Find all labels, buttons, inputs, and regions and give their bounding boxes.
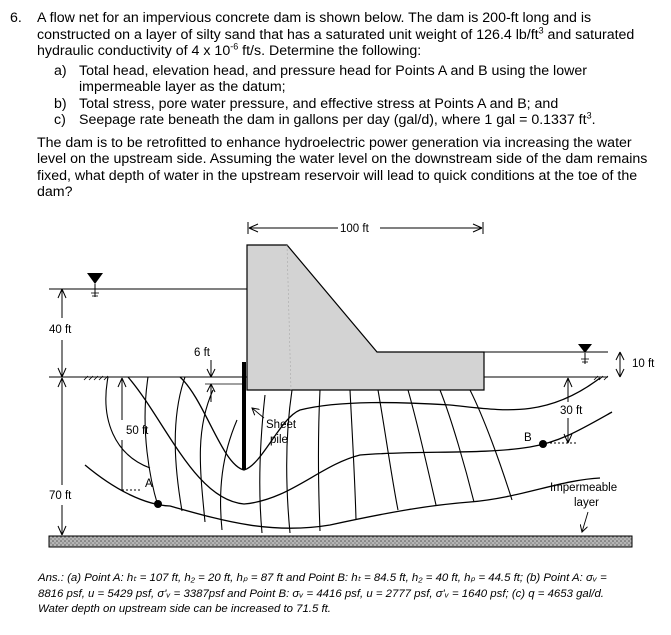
dimension-70ft — [49, 378, 72, 535]
impermeable-label-2: layer — [574, 497, 599, 509]
downstream-water — [484, 344, 608, 364]
sheet-pile-label-1: Sheet — [266, 419, 297, 431]
impermeable-label-1: Impermeable — [550, 482, 618, 494]
impermeable-layer — [49, 536, 632, 547]
point-b-marker — [539, 440, 547, 448]
point-a-marker — [154, 500, 162, 508]
dimension-50ft — [118, 378, 149, 490]
problem-intro: A flow net for an impervious concrete dam is shown below. The dam is 200-ft long and is constructed on a layer of silty sand that has a saturated unit weight of 126.4 $lb/ft^3$ and saturated hydraulic conductivity of 4 x $10^{-6}$ ft/s. Determine the following: — [37, 10, 635, 59]
question-part-b: b) Total stress, pore water pressure, and effective stress at Points A and B; and — [54, 95, 559, 112]
upstream-water — [49, 273, 247, 297]
problem-number: 6. — [10, 10, 22, 26]
concrete-dam — [247, 245, 484, 390]
dimension-100ft — [248, 222, 483, 235]
dimension-40ft — [49, 289, 72, 377]
point-b-label: B — [524, 432, 532, 444]
label-100ft: 100 ft — [340, 223, 369, 235]
label-6ft: 6 ft — [194, 347, 210, 359]
label-40ft: 40 ft — [49, 324, 72, 336]
flow-line-3 — [85, 465, 600, 528]
equipotential-lines — [106, 377, 512, 533]
sheet-pile-label-2: pile — [270, 434, 288, 446]
retrofit-question: The dam is to be retrofitted to enhance hydroelectric power generation via increasing the water level on the upstream side. Assuming the water level on the downstream side of the dam remains fixed, what depth of water in the upstream reservoir will lead to quick conditions at the toe of the dam? — [37, 134, 648, 200]
dimension-30ft — [546, 378, 583, 443]
label-10ft: 10 ft — [632, 358, 655, 370]
label-30ft: 30 ft — [560, 405, 583, 417]
flow-lines — [85, 377, 612, 528]
answer-text: Ans.: (a) Point A: hₜ = 107 ft, h₂ = 20 ft, hₚ = 87 ft and Point B: hₜ = 84.5 ft, h₂ = 40 ft, hₚ = 44.5 ft; (b) Point A: σᵥ = 8816 psf, u = 5429 psf, σ'ᵥ = 3387psf and Point B: σᵥ = 4416 psf, u = 2777 psf, σ'ᵥ = 1640 psf; (c) q = 4653 gal/d. Water depth on upstream side can be increased to 71.5 ft. — [38, 572, 607, 615]
dimension-6ft — [194, 347, 243, 402]
question-part-a: a) Total head, elevation head, and pressure head for Points A and B using the lower impermeable layer as the datum; — [54, 62, 587, 95]
label-70ft: 70 ft — [49, 490, 72, 502]
sheet-pile — [242, 362, 246, 470]
dimension-10ft — [616, 352, 655, 377]
question-part-c: c) Seepage rate beneath the dam in gallons per day (gal/d), where 1 gal = 0.1337 $ft^3$. — [54, 110, 596, 128]
point-a-label: A — [145, 478, 153, 490]
label-50ft: 50 ft — [126, 425, 149, 437]
